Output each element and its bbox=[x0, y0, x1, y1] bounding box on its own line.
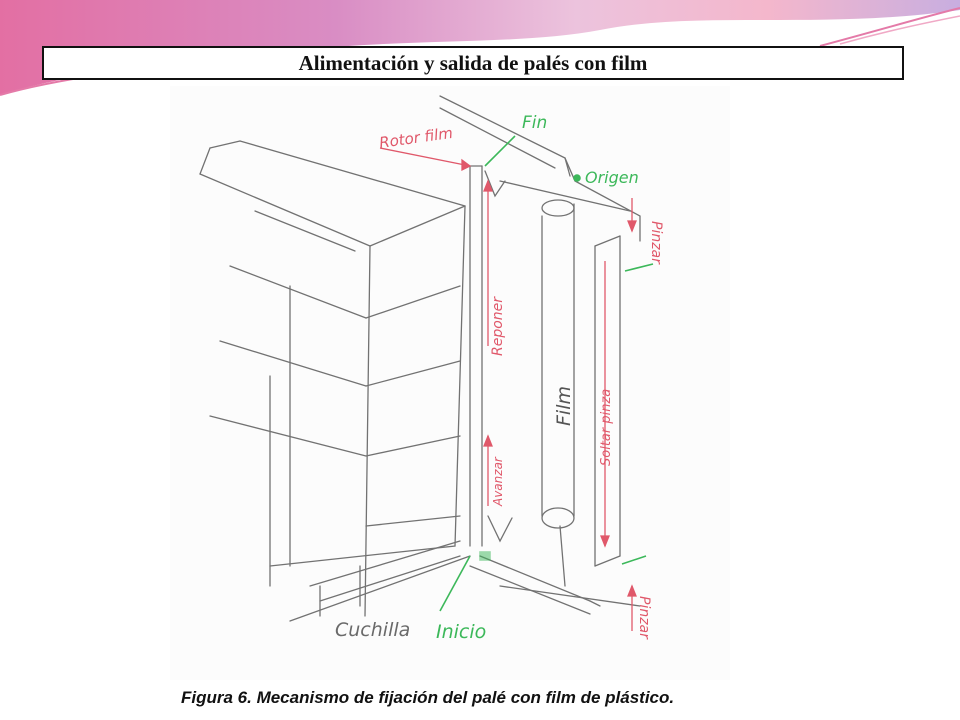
label-film: Film bbox=[553, 386, 575, 426]
figure-caption: Figura 6. Mecanismo de fijación del palé con film de plástico. bbox=[181, 688, 675, 707]
label-cuchilla: Cuchilla bbox=[335, 619, 411, 641]
label-origen: Origen bbox=[585, 168, 639, 187]
slide-title-box bbox=[42, 46, 904, 80]
label-fin: Fin bbox=[522, 113, 548, 133]
mechanism-drawing bbox=[170, 86, 730, 680]
figure-sketch bbox=[170, 86, 730, 680]
label-avanzar: Avanzar bbox=[491, 457, 505, 506]
label-rotor-film: Rotor film bbox=[378, 123, 454, 152]
label-pinzar-bottom: Pinzar bbox=[636, 596, 652, 639]
slide-title: Alimentación y salida de palés con film bbox=[298, 50, 648, 75]
label-soltar-pinza: Soltar pinza bbox=[599, 388, 614, 466]
label-inicio: Inicio bbox=[436, 621, 487, 643]
label-reponer: Reponer bbox=[490, 296, 506, 356]
label-pinzar-top: Pinzar bbox=[648, 221, 664, 264]
